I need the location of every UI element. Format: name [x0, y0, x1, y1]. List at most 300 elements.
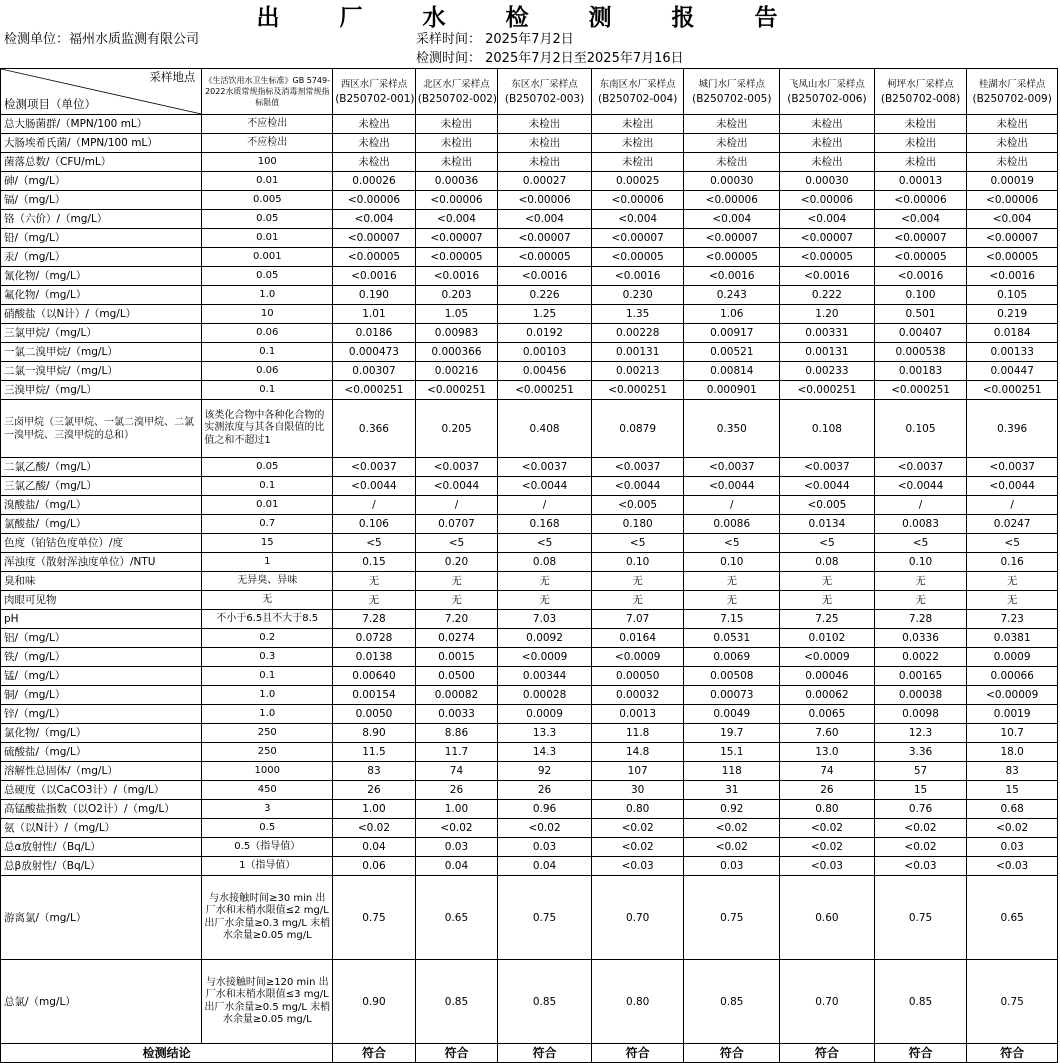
result-cell: 0.0098	[874, 705, 967, 724]
result-cell: <0.0016	[333, 267, 416, 286]
result-cell: 1.01	[333, 305, 416, 324]
result-cell: 0.00027	[498, 172, 592, 191]
result-cell: <0.0009	[780, 648, 875, 667]
result-cell: 未检出	[591, 153, 684, 172]
result-cell: 14.8	[591, 743, 684, 762]
item-name: 氯酸盐/（mg/L）	[1, 515, 202, 534]
result-cell: 1.25	[498, 305, 592, 324]
result-cell: 7.60	[780, 724, 875, 743]
result-cell: 0.190	[333, 286, 416, 305]
result-cell: <0.0037	[967, 458, 1058, 477]
item-name: 氨（以N计）/（mg/L）	[1, 819, 202, 838]
conclusion-cell: 符合	[967, 1044, 1058, 1063]
result-cell: 0.00019	[967, 172, 1058, 191]
result-cell: <0.0037	[415, 458, 498, 477]
result-cell: 0.80	[591, 960, 684, 1044]
result-cell: <0.00007	[684, 229, 780, 248]
site-name: 飞凤山水厂采样点	[788, 78, 865, 90]
result-cell: 0.222	[780, 286, 875, 305]
header-site	[684, 69, 780, 115]
result-cell: 无	[591, 591, 684, 610]
result-cell: 18.0	[967, 743, 1058, 762]
result-cell: <0.03	[591, 857, 684, 876]
result-cell: <0.0016	[780, 267, 875, 286]
result-cell: 0.70	[591, 876, 684, 960]
result-cell: 0.75	[967, 960, 1058, 1044]
result-cell: <5	[591, 534, 684, 553]
table-row	[1, 229, 1058, 248]
result-cell: <0.03	[967, 857, 1058, 876]
result-cell: 0.105	[874, 400, 967, 458]
result-cell: 0.00131	[591, 343, 684, 362]
result-cell: <5	[333, 534, 416, 553]
result-cell: <0.00005	[333, 248, 416, 267]
result-cell: 0.65	[415, 876, 498, 960]
result-cell: 0.0050	[333, 705, 416, 724]
site-name: 东南区水厂采样点	[599, 78, 676, 90]
result-cell: <0.02	[591, 819, 684, 838]
result-cell: 0.10	[874, 553, 967, 572]
result-cell: 8.86	[415, 724, 498, 743]
result-cell: 0.0186	[333, 324, 416, 343]
result-cell: <0.0044	[874, 477, 967, 496]
result-cell: <0.02	[967, 819, 1058, 838]
result-cell: 15	[967, 781, 1058, 800]
limit-value: 0.1	[202, 343, 333, 362]
result-cell: <0.0044	[591, 477, 684, 496]
item-name: pH	[1, 610, 202, 629]
conclusion-cell: 符合	[333, 1044, 416, 1063]
limit-value: 1.0	[202, 705, 333, 724]
result-cell: 未检出	[498, 115, 592, 134]
result-cell: 0.000473	[333, 343, 416, 362]
result-cell: <0.000251	[415, 381, 498, 400]
table-row	[1, 876, 1058, 960]
result-cell: 0.00183	[874, 362, 967, 381]
result-cell: <0.0037	[498, 458, 592, 477]
result-cell: <0.000251	[591, 381, 684, 400]
result-cell: 无	[874, 572, 967, 591]
result-cell: 0.00814	[684, 362, 780, 381]
table-row	[1, 115, 1058, 134]
table-row	[1, 705, 1058, 724]
result-cell: 未检出	[415, 153, 498, 172]
result-cell: <5	[874, 534, 967, 553]
table-row	[1, 591, 1058, 610]
conclusion-cell: 符合	[591, 1044, 684, 1063]
table-row	[1, 819, 1058, 838]
result-cell: <5	[415, 534, 498, 553]
table-row	[1, 838, 1058, 857]
result-cell: /	[333, 496, 416, 515]
item-name: 游离氯/（mg/L）	[1, 876, 202, 960]
result-cell: <0.02	[780, 838, 875, 857]
result-cell: 0.0015	[415, 648, 498, 667]
limit-value: 0.05	[202, 458, 333, 477]
limit-value: 0.06	[202, 362, 333, 381]
result-cell: 0.0083	[874, 515, 967, 534]
header-corner-cell	[1, 69, 202, 115]
result-cell: 0.03	[498, 838, 592, 857]
item-name: 氟化物/（mg/L）	[1, 286, 202, 305]
result-cell: 1.05	[415, 305, 498, 324]
limit-value: 与水接触时间≥120 min 出厂水和末梢水限值≤3 mg/L 出厂水余量≥0.5 mg/L 末梢水余量≥0.05 mg/L	[202, 960, 333, 1044]
result-cell: 1.35	[591, 305, 684, 324]
result-cell: 0.0728	[333, 629, 416, 648]
limit-value: 0.01	[202, 496, 333, 515]
limit-value: 100	[202, 153, 333, 172]
result-cell: 0.00013	[874, 172, 967, 191]
result-cell: <0.0044	[967, 477, 1058, 496]
result-cell: 未检出	[967, 115, 1058, 134]
result-cell: 0.226	[498, 286, 592, 305]
result-cell: 未检出	[333, 134, 416, 153]
result-cell: 无	[591, 572, 684, 591]
result-cell: 0.80	[780, 800, 875, 819]
table-row	[1, 667, 1058, 686]
result-cell: 0.75	[874, 876, 967, 960]
table-row	[1, 248, 1058, 267]
result-cell: 0.85	[684, 960, 780, 1044]
result-cell: 0.92	[684, 800, 780, 819]
result-cell: 0.85	[415, 960, 498, 1044]
result-cell: 0.243	[684, 286, 780, 305]
result-cell: 0.0184	[967, 324, 1058, 343]
result-cell: 0.00103	[498, 343, 592, 362]
result-cell: 无	[874, 591, 967, 610]
result-cell: <0.0044	[780, 477, 875, 496]
corner-site-label: 采样地点	[149, 70, 196, 84]
result-cell: 0.00521	[684, 343, 780, 362]
limit-value: 250	[202, 743, 333, 762]
result-cell: 0.76	[874, 800, 967, 819]
result-cell: 0.85	[874, 960, 967, 1044]
result-cell: 未检出	[333, 153, 416, 172]
result-cell: 0.203	[415, 286, 498, 305]
site-name: 桂湖水厂采样点	[978, 78, 1046, 90]
site-code: (B250702-002)	[417, 92, 498, 105]
table-row	[1, 286, 1058, 305]
item-name: 硫酸盐/（mg/L）	[1, 743, 202, 762]
table-row	[1, 515, 1058, 534]
result-cell: <0.004	[591, 210, 684, 229]
result-cell: 0.0134	[780, 515, 875, 534]
table-row	[1, 686, 1058, 705]
result-cell: 未检出	[684, 115, 780, 134]
result-cell: 0.00216	[415, 362, 498, 381]
result-cell: 0.350	[684, 400, 780, 458]
result-cell: 0.00073	[684, 686, 780, 705]
result-cell: 0.205	[415, 400, 498, 458]
result-cell: 0.0065	[780, 705, 875, 724]
result-cell: /	[415, 496, 498, 515]
result-cell: <0.004	[498, 210, 592, 229]
site-code: (B250702-005)	[692, 92, 772, 105]
result-cell: <5	[498, 534, 592, 553]
result-cell: <0.02	[780, 819, 875, 838]
result-cell: 0.0092	[498, 629, 592, 648]
result-cell: 0.106	[333, 515, 416, 534]
result-cell: 0.65	[967, 876, 1058, 960]
result-cell: <0.004	[684, 210, 780, 229]
result-cell: <0.00007	[498, 229, 592, 248]
result-cell: 11.7	[415, 743, 498, 762]
result-cell: 0.68	[967, 800, 1058, 819]
result-cell: <0.00005	[415, 248, 498, 267]
result-cell: <0.0016	[498, 267, 592, 286]
item-name: 铅/（mg/L）	[1, 229, 202, 248]
result-cell: /	[684, 496, 780, 515]
site-name: 东区水厂采样点	[511, 78, 578, 90]
result-cell: <0.00006	[333, 191, 416, 210]
result-cell: <0.03	[874, 857, 967, 876]
result-cell: 未检出	[333, 115, 416, 134]
result-cell: <0.00005	[498, 248, 592, 267]
result-cell: 未检出	[415, 134, 498, 153]
result-cell: 无	[498, 591, 592, 610]
item-name: 氰化物/（mg/L）	[1, 267, 202, 286]
result-cell: 0.168	[498, 515, 592, 534]
header-site	[967, 69, 1058, 115]
corner-item-label: 检测项目（单位）	[4, 97, 96, 111]
result-cell: <0.00006	[591, 191, 684, 210]
report-title: 出 厂 水 检 测 报 告	[256, 4, 804, 31]
result-cell: <0.00007	[967, 229, 1058, 248]
result-cell: 0.00026	[333, 172, 416, 191]
result-cell: 74	[415, 762, 498, 781]
result-cell: <0.0037	[780, 458, 875, 477]
result-cell: 0.00038	[874, 686, 967, 705]
result-cell: <0.0016	[874, 267, 967, 286]
result-cell: 0.90	[333, 960, 416, 1044]
result-cell: 0.0019	[967, 705, 1058, 724]
limit-value: 1	[202, 553, 333, 572]
site-code: (B250702-003)	[504, 92, 585, 105]
result-cell: <0.02	[874, 819, 967, 838]
result-cell: 未检出	[874, 134, 967, 153]
result-cell: 0.408	[498, 400, 592, 458]
result-cell: <0.00007	[874, 229, 967, 248]
result-cell: <0.00005	[684, 248, 780, 267]
table-row	[1, 305, 1058, 324]
result-cell: 0.03	[684, 857, 780, 876]
limit-value: 3	[202, 800, 333, 819]
result-cell: 0.00307	[333, 362, 416, 381]
limit-value: 0.001	[202, 248, 333, 267]
result-cell: 0.00447	[967, 362, 1058, 381]
result-cell: 0.00344	[498, 667, 592, 686]
result-cell: 0.366	[333, 400, 416, 458]
result-cell: /	[874, 496, 967, 515]
result-cell: 0.75	[684, 876, 780, 960]
result-cell: <0.0016	[967, 267, 1058, 286]
result-cell: 7.28	[874, 610, 967, 629]
result-cell: 0.0531	[684, 629, 780, 648]
result-cell: <0.00007	[780, 229, 875, 248]
limit-value: 0.5（指导值）	[202, 838, 333, 857]
item-name: 菌落总数/（CFU/mL）	[1, 153, 202, 172]
result-cell: 0.00036	[415, 172, 498, 191]
result-cell: <5	[780, 534, 875, 553]
limit-value: 无	[202, 591, 333, 610]
result-cell: <0.00005	[780, 248, 875, 267]
limit-value: 该类化合物中各种化合物的实测浓度与其各自限值的比值之和不超过1	[202, 400, 333, 458]
result-cell: 0.0381	[967, 629, 1058, 648]
table-row	[1, 762, 1058, 781]
result-cell: 无	[333, 591, 416, 610]
table-row	[1, 781, 1058, 800]
result-cell: /	[498, 496, 592, 515]
result-cell: 未检出	[415, 115, 498, 134]
limit-value: 与水接触时间≥30 min 出厂水和末梢水限值≤2 mg/L 出厂水余量≥0.3 mg/L 末梢水余量≥0.05 mg/L	[202, 876, 333, 960]
result-cell: <0.0016	[591, 267, 684, 286]
result-cell: 0.08	[780, 553, 875, 572]
result-cell: 0.00983	[415, 324, 498, 343]
result-cell: 未检出	[780, 134, 875, 153]
result-cell: 26	[498, 781, 592, 800]
limit-value: 0.1	[202, 477, 333, 496]
limit-value: 250	[202, 724, 333, 743]
result-cell: 0.03	[967, 838, 1058, 857]
conclusion-cell: 符合	[874, 1044, 967, 1063]
site-name: 北区水厂采样点	[423, 78, 490, 90]
result-cell: 0.396	[967, 400, 1058, 458]
result-cell: 0.0009	[498, 705, 592, 724]
table-row	[1, 629, 1058, 648]
result-cell: <0.0037	[874, 458, 967, 477]
site-name: 西区水厂采样点	[340, 78, 408, 90]
result-cell: 1.06	[684, 305, 780, 324]
result-cell: 0.0013	[591, 705, 684, 724]
result-cell: <0.00005	[967, 248, 1058, 267]
result-cell: 0.105	[967, 286, 1058, 305]
conclusion-cell: 符合	[498, 1044, 592, 1063]
result-cell: <0.02	[333, 819, 416, 838]
result-cell: 0.0247	[967, 515, 1058, 534]
result-cell: <0.004	[967, 210, 1058, 229]
result-cell: 无	[780, 572, 875, 591]
result-cell: 未检出	[780, 153, 875, 172]
result-cell: 0.00030	[684, 172, 780, 191]
result-cell: 0.00032	[591, 686, 684, 705]
result-cell: 未检出	[967, 134, 1058, 153]
result-cell: 7.28	[333, 610, 416, 629]
result-cell: <0.00006	[874, 191, 967, 210]
results-body	[1, 69, 1058, 1063]
result-cell: <0.0044	[415, 477, 498, 496]
result-cell: <0.00006	[415, 191, 498, 210]
site-code: (B250702-009)	[972, 92, 1052, 105]
table-row	[1, 362, 1058, 381]
header-site	[874, 69, 967, 115]
result-cell: 0.000366	[415, 343, 498, 362]
result-cell: 0.0500	[415, 667, 498, 686]
results-table	[0, 68, 1058, 1063]
result-cell: <0.004	[415, 210, 498, 229]
limit-value: 450	[202, 781, 333, 800]
result-cell: 0.000901	[684, 381, 780, 400]
result-cell: 无	[498, 572, 592, 591]
item-name: 铁/（mg/L）	[1, 648, 202, 667]
testing-unit: 检测单位：福州水质监测有限公司	[4, 32, 200, 47]
result-cell: 无	[333, 572, 416, 591]
result-cell: 7.07	[591, 610, 684, 629]
result-cell: 无	[780, 591, 875, 610]
item-name: 色度（铂钴色度单位）/度	[1, 534, 202, 553]
result-cell: 0.0069	[684, 648, 780, 667]
result-cell: 30	[591, 781, 684, 800]
site-code: (B250702-004)	[598, 92, 678, 105]
result-cell: 0.80	[591, 800, 684, 819]
item-name: 三溴甲烷/（mg/L）	[1, 381, 202, 400]
result-cell: 无	[415, 591, 498, 610]
item-name: 砷/（mg/L）	[1, 172, 202, 191]
limit-value: 0.01	[202, 172, 333, 191]
header-site	[415, 69, 498, 115]
result-cell: 26	[780, 781, 875, 800]
limit-value: 0.3	[202, 648, 333, 667]
item-name: 肉眼可见物	[1, 591, 202, 610]
result-cell: 0.00456	[498, 362, 592, 381]
item-name: 铝/（mg/L）	[1, 629, 202, 648]
result-cell: <0.000251	[967, 381, 1058, 400]
result-cell: 无	[415, 572, 498, 591]
result-cell: <0.0009	[498, 648, 592, 667]
result-cell: 118	[684, 762, 780, 781]
table-row	[1, 477, 1058, 496]
result-cell: <0.005	[591, 496, 684, 515]
result-cell: 0.00046	[780, 667, 875, 686]
result-cell: 0.20	[415, 553, 498, 572]
result-cell: <0.00006	[498, 191, 592, 210]
table-row	[1, 610, 1058, 629]
result-cell: <0.00005	[874, 248, 967, 267]
result-cell: <0.00007	[333, 229, 416, 248]
item-name: 溴酸盐/（mg/L）	[1, 496, 202, 515]
result-cell: <0.0037	[333, 458, 416, 477]
result-cell: 未检出	[874, 153, 967, 172]
limit-value: 0.1	[202, 667, 333, 686]
result-cell: 8.90	[333, 724, 416, 743]
result-cell: 13.0	[780, 743, 875, 762]
conclusion-cell: 符合	[684, 1044, 780, 1063]
table-row	[1, 324, 1058, 343]
result-cell: <0.00006	[780, 191, 875, 210]
site-code: (B250702-008)	[880, 92, 961, 105]
result-cell: 19.7	[684, 724, 780, 743]
item-name: 总氯/（mg/L）	[1, 960, 202, 1044]
result-cell: <0.02	[684, 819, 780, 838]
table-row	[1, 724, 1058, 743]
result-cell: 0.0138	[333, 648, 416, 667]
result-cell: 0.0033	[415, 705, 498, 724]
limit-value: 0.06	[202, 324, 333, 343]
limit-value: 不应检出	[202, 115, 333, 134]
result-cell: 0.00131	[780, 343, 875, 362]
result-cell: 7.25	[780, 610, 875, 629]
result-cell: <0.02	[591, 838, 684, 857]
result-cell: 未检出	[591, 115, 684, 134]
result-cell: 0.00213	[591, 362, 684, 381]
result-cell: <0.0037	[591, 458, 684, 477]
result-cell: 0.0336	[874, 629, 967, 648]
result-cell: 92	[498, 762, 592, 781]
result-cell: 83	[967, 762, 1058, 781]
header-row	[1, 69, 1058, 115]
table-row	[1, 267, 1058, 286]
result-cell: 0.00154	[333, 686, 416, 705]
result-cell: 0.00640	[333, 667, 416, 686]
